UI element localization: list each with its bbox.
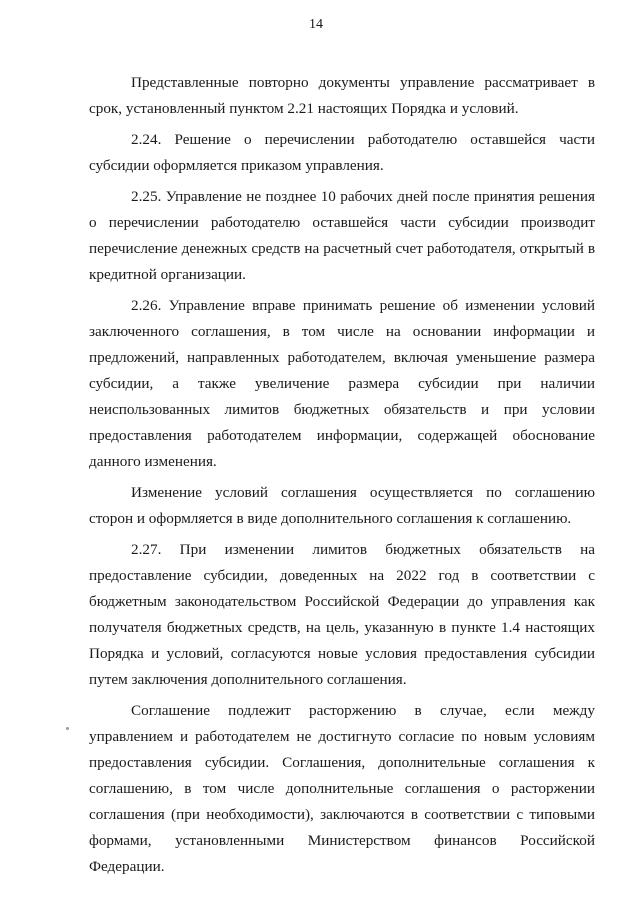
paragraph-2-24: 2.24. Решение о перечислении работодателю оставшейся части субсидии оформляется приказом управления. [89, 131, 595, 174]
document-body [89, 70, 595, 880]
paragraph-agreement-termination: Соглашение подлежит расторжению в случае, если между управлением и работодателем не достигнуто согласие по новым условиям предоставления субсидии. Соглашения, дополнительные соглашения к соглашению, в том числе дополнительные соглашения о расторжении соглашения (при необходимости), заключаются в соответствии с типовыми формами, установленными Министерством финансов Российской Федерации. [89, 702, 595, 875]
paragraph-2-25: 2.25. Управление не позднее 10 рабочих дней после принятия решения о перечислении работодателю оставшейся части субсидии производит перечисление денежных средств на расчетный счет работодателя, открытый в кредитной организации. [89, 188, 595, 283]
paragraph-agreement-change: Изменение условий соглашения осуществляется по соглашению сторон и оформляется в виде дополнительного соглашения к соглашению. [89, 484, 595, 527]
scan-dot [66, 727, 69, 730]
paragraph-2-27: 2.27. При изменении лимитов бюджетных обязательств на предоставление субсидии, доведенных на 2022 год в соответствии с бюджетным законодательством Российской Федерации до управления как получателя бюджетных средств, на цель, указанную в пункте 1.4 настоящих Порядка и условий, согласуются новые условия предоставления субсидии путем заключения дополнительного соглашения. [89, 541, 595, 688]
paragraph-2-26: 2.26. Управление вправе принимать решение об изменении условий заключенного соглашения, в том числе на основании информации и предложений, направленных работодателем, включая уменьшение размера субсидии, а также увеличение размера субсидии при наличии неиспользованных лимитов бюджетных обязательств и при условии предоставления работодателем информации, содержащей обоснование данного изменения. [89, 297, 595, 470]
paragraph-resubmitted-documents: Представленные повторно документы управление рассматривает в срок, установленный пунктом 2.21 настоящих Порядка и условий. [89, 74, 595, 117]
page-number: 14 [309, 17, 323, 32]
